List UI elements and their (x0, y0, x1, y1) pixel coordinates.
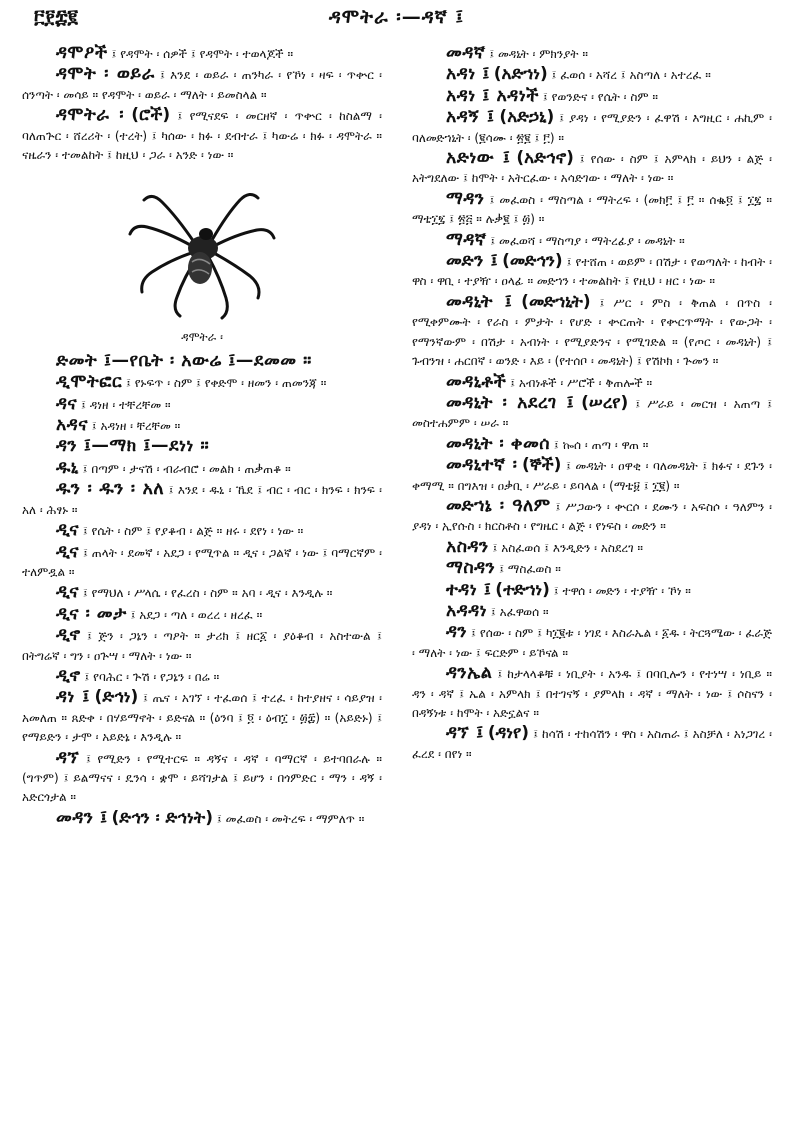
entry-definition: ፤ አስፈወሰ ፤ እንዲድን ፡ አስደረገ ። (492, 540, 644, 555)
entry-headword: ዳና (56, 393, 78, 414)
dictionary-entry (22, 373, 382, 393)
entry-variant: (አድኃኒ) (499, 107, 555, 128)
entry-definition: ፤ ጅን ፡ ጋኔን ፡ ጣዖት ። ታሪክ ፤ ዘር፩ ፡ ያዕቆብ ፡ አስተውል ፤ በትግሬኛ ፡ ግን ፡ ዐጕሣ ፡ ማለት ፡ ነው ። (22, 629, 382, 663)
dictionary-entry (412, 623, 772, 663)
dictionary-entry (412, 108, 772, 148)
page-number: ፫፻፰፪ (34, 6, 78, 28)
right-column (412, 44, 772, 765)
entry-definition: ፤ ጤና ፡ አገኘ ፡ ተፈወሰ ፤ ተረፈ ፡ ከተያዘና ፡ ሳይያዝ ፡ አመለጠ ። ጸድቀ ፡ በሃይማኖት ፡ ይድናል ። (ዕንባ ፤ ፬ ፡ ዕብ፲ ፡ ፴፰) ። (አይድኑ) ፤ የማይድን ፡ ታሞ ፡ አይድኔ ፡ እንዲሉ ። (22, 691, 382, 745)
dictionary-entry (412, 44, 772, 64)
dictionary-entry (412, 394, 772, 434)
entry-definition: ፤ ሥራይ ፡ መርዝ ፡ አጠጣ ፤ መስተሐምም ፡ ሠራ ። (412, 396, 772, 431)
entry-headword: መዳኛ (446, 43, 486, 63)
figure-caption: ዳሞትራ ፡ (181, 330, 223, 345)
entry-definition: ፤ እንደ ፡ ወይራ ፡ ጠንካራ ፡ የኾነ ፡ ዛፍ ፡ ጥቍር ፡ ሰንጣት ፡ መሳይ ። የዳሞት ፡ ወይራ ፡ ማለት ፡ ይመስላል ። (22, 68, 382, 102)
entry-definition: ፤ አብነቶች ፡ ሥሮች ፡ ቅጠሎች ። (510, 375, 653, 390)
dictionary-entry (22, 480, 382, 520)
entry-headword: አድነው ፤ (446, 148, 511, 169)
dictionary-entry (412, 149, 772, 189)
entry-headword: ዲና (56, 582, 79, 603)
entry-variant: (ድኅን ፡ ድኅነት) (111, 807, 214, 828)
dictionary-entry (412, 456, 772, 496)
entry-headword: ተዳነ ፤ (446, 579, 492, 600)
entry-headword: ዱን ፡ ዱን ፡ አለ (56, 479, 165, 500)
dictionary-entry (412, 231, 772, 251)
dictionary-entry (22, 749, 382, 808)
dictionary-entry (412, 497, 772, 537)
entry-definition: ፤ መፈወሻ ፡ ማስጣያ ፡ ማትረፊያ ፡ መዳኒት ። (490, 233, 685, 248)
entry-definition: ፤ መዳኒት ፡ ምክንያት ። (489, 47, 588, 61)
entry-definition: ፤ ከሳሽ ፡ ተከሳሽን ፡ ዋስ ፡ አስጠራ ፤ አስቻለ ፡ አነጋገረ ፡ ፈረደ ፡ በየነ ። (412, 727, 772, 761)
entry-definition: ፤ መፈወስ ፡ መትረፍ ፡ ማምለጥ ። (216, 811, 365, 826)
dictionary-entry (22, 352, 382, 372)
entry-headword: ዱኒ (56, 457, 79, 478)
entry-headword: ዳኘ ፤ (446, 723, 484, 744)
entry-definition: ፤ የሚናደፍ ፡ መርዘኛ ፡ ጥቍር ፡ ከስልማ ፡ ባለጠጕር ፡ ሸረሪት ፡ (ተረት) ፤ ካሰው ፡ ክፉ ፡ ደብተራ ፤ ካውሬ ፡ ክፉ ፡ ዳሞትራ ። ናዜራን ፡ ተመልከት ፤ ከዚህ ፡ ጋራ ፡ አንድ ፡ ነው ። (22, 109, 382, 163)
entry-definition: ፤ ጠላት ፡ ደመኛ ፡ አደጋ ፡ የሚጥል ። ዲና ፡ ጋልኛ ፡ ነው ፤ ባማርኛም ፡ ተለምዷል ። (22, 545, 382, 579)
entry-definition: ፤ ያዳነ ፡ የሚያድን ፡ ፈዋሽ ፡ እግዚር ፡ ሐኪም ፡ ባለመድኀኒት ፡ (፪ሳሙ ፡ ፳፪ ፤ ፫) ። (412, 111, 772, 145)
entry-definition: ፤ የሚድን ፡ የሚተርፍ ። ዳኝና ፡ ዳኛ ፡ ባማርኛ ፡ ይተባበራሉ ። (ግጥም) ፤ ይልማናና ፡ ዴንሳ ፡ ቋሞ ፡ ይሻገታል ፤ ይሆን ፡ በጎምድር ፡ ማን ፡ ዳኝ ፡ አድርጎታል ። (22, 751, 382, 805)
right-entries (412, 44, 772, 764)
dictionary-entry (22, 688, 382, 747)
dictionary-entry (22, 543, 382, 583)
entry-variant: (ኞች) (521, 455, 562, 476)
entry-headword: ዳንኤል (446, 663, 493, 684)
entry-headword: ማዳኛ (446, 229, 487, 250)
entry-headword: መድኀኔ ፡ ዓለም (446, 495, 551, 516)
entry-definition: ፤ መዳኒት ፡ ዐዋቂ ፡ ባለመዳኒት ፤ ክፉና ፡ ደጉን ፡ ቀማሚ ። በግእዝ ፡ ዐቃቢ ፡ ሥራይ ፡ ይባላል ፡ (ማቴ፱ ፤ ፲፪) ። (412, 459, 772, 493)
page-header (0, 0, 793, 40)
entry-definition: ፤ የኑፍጥ ፡ ስም ፤ የቀድሞ ፡ ዘመን ፡ ጠመንጃ ። (125, 376, 327, 391)
entry-headword: አዳና (56, 415, 88, 436)
entry-variant: (ተድኀነ) (495, 579, 550, 600)
entry-headword: ዳነ ፤ (56, 687, 90, 708)
entry-definition: ፤ የማህለ ፡ ሥላሴ ፡ የፈረስ ፡ ስም ። አባ ፡ ዲና ፡ እንዲሉ ። (82, 586, 333, 601)
entry-definition: ፤ አዳነዘ ፡ ቸረቸመ ። (91, 419, 181, 434)
entry-headword: መዳን ፤ (56, 807, 108, 828)
dictionary-entry (412, 65, 772, 85)
entry-headword: አዳነ ፤ አዳነች (446, 85, 540, 106)
entry-definition: ፤ ሥር ፡ ምስ ፡ ቅጠል ፡ በጥስ ፡ የሚቀምሙት ፡ የራስ ፡ ምታት ፡ የሆድ ፡ ቍርጠት ፡ የቍርጥማት ፡ የውጋት ፡ የማንኛውም ፡ በሽታ ፡ አብነት ፡ የሚያድንና ፡ የሚገድል ። (የጦር ፡ መዳኒት) ፤ ጉብንዝ ፡ ሐርበኛ ፡ ወንድ ፡ እይ ፡ (የተሰቦ ፡ መዳኒት) ፤ የሽኮክ ፡ ጕመን ። (412, 295, 772, 369)
left-entries-continued (22, 352, 382, 829)
dictionary-entry (22, 626, 382, 666)
entry-definition: ፤ ኰሰ ፡ ጠጣ ፡ ዋጠ ። (553, 437, 649, 452)
entry-headword: መዳኒት ፡ ቀመሰ (446, 433, 551, 454)
entry-headword: ማዳን (446, 188, 485, 209)
dictionary-entry (22, 437, 382, 457)
dictionary-entry (412, 581, 772, 601)
entry-headword: መድን ፤ (446, 251, 499, 272)
entry-definition: ፤ የሰው ፡ ስም ፤ አምላክ ፡ ይህን ፡ ልጅ ፡ አትግደለው ፤ ከሞት ፡ አትርፈው ፡ አሳድገው ፡ ማለት ፡ ነው ። (412, 152, 772, 186)
entry-definition: ፤ ሥጋውን ፡ ቍርሶ ፡ ደሙን ፡ አፍስሶ ፡ ዓለምን ፡ ያዳነ ፡ ኢየሱስ ፡ ክርስቶስ ፡ የግዜር ፡ ልጅ ፡ የነፍስ ፡ መድን ። (412, 499, 772, 534)
dictionary-entry (22, 459, 382, 479)
dictionary-entry (412, 664, 772, 723)
entry-headword: ዲኖ (56, 665, 81, 686)
dictionary-entry (412, 435, 772, 455)
dictionary-entry (412, 538, 772, 558)
entry-definition: ፤ የተሸጠ ፡ ወይም ፡ በሽታ ፡ የወጣለት ፡ ከብት ፡ ዋስ ፡ ዋቢ ፡ ተያዥ ፡ ዐላፊ ። መድኀን ፡ ተመልከት ፤ የዚህ ፡ ዘር ፡ ነው ። (412, 255, 772, 289)
entry-headword: ዳን ፤—ማክ ፤—ደነነ ። (56, 436, 210, 457)
entry-definition: ፤ ዳነዘ ፡ ተቸረቸመ ። (81, 397, 171, 412)
entry-variant: (አድኀነ) (493, 64, 548, 85)
entry-headword: ዳሞት ፡ ወይራ (56, 64, 155, 85)
running-title: ዳሞትራ ፡—ዳኛ ፤ (328, 6, 465, 28)
dictionary-entry (412, 87, 772, 107)
dictionary-entry (412, 373, 772, 393)
entry-headword: ማስዳን (446, 558, 496, 579)
dictionary-entry (22, 106, 382, 165)
dictionary-entry (22, 809, 382, 829)
entry-headword: ዲና ፡ መታ (56, 603, 127, 624)
entry-headword: አዳኝ ፤ (446, 107, 495, 128)
entry-headword: ዲና (56, 541, 79, 562)
entry-headword: ዳሞትራ ፡ (56, 105, 125, 126)
dictionary-entry (412, 252, 772, 292)
entry-headword: አስዳን (446, 536, 489, 557)
entry-variant: (ሮች) (131, 105, 171, 126)
entry-definition: ፤ የባሕር ፡ ጕሽ ፡ የጋኔን ፡ በሬ ። (84, 669, 220, 684)
dictionary-entry (22, 667, 382, 687)
entry-variant: (መድኅን) (502, 251, 563, 272)
entry-definition: ፤ የሰው ፡ ስም ፤ ካ፲፪ቱ ፡ ነገደ ፡ እስራኤል ፡ ፩ዱ ፡ ትርጓሜው ፡ ፈራጅ ፡ ማለት ፡ ነው ፤ ፍርድም ፡ ይኾናል ። (412, 626, 772, 660)
dictionary-entry (22, 416, 382, 436)
entry-headword: መዳኒቶች (446, 371, 507, 392)
entry-definition: ፤ የወንድና ፡ የሴት ፡ ስም ። (542, 89, 658, 104)
dictionary-entry (22, 65, 382, 105)
dictionary-entry (22, 44, 382, 64)
entry-definition: ፤ መፈወስ ፡ ማስጣል ፡ ማትረፍ ፡ (መክ፫ ፤ ፫ ። ሰቈ፬ ፤ ፲፯ ። ማቴ፲፯ ፤ ፳፭ ። ሉቃ፪ ፤ ፴) ። (412, 192, 772, 227)
dictionary-entry (412, 559, 772, 579)
entry-headword: ድመት ፤—የቤት ፡ አውሬ ፤—ደመመ ። (56, 350, 312, 371)
spider-figure (22, 166, 382, 326)
entry-headword: ዲኖ (56, 625, 81, 646)
entry-definition: ፤ የሴት ፡ ስም ፤ የያቆብ ፡ ልጅ ። ዘሩ ፡ ደየነ ፡ ነው ። (82, 524, 304, 539)
entry-headword: አዳዳነ (446, 600, 488, 621)
entry-definition: ፤ አፈዋወሰ ። (490, 604, 549, 619)
entry-variant: (ድኅነ) (94, 687, 139, 708)
entry-headword: ዲና (56, 520, 79, 541)
entry-headword: ዳኘ (56, 747, 80, 768)
entry-definition: ፤ እንደ ፡ ዱኒ ፡ ኼደ ፤ ብር ፡ ብር ፡ ክንፍ ፡ ክንፍ ፡ አለ ፡ ሕፃኑ ። (22, 483, 382, 517)
dictionary-entry (412, 293, 772, 372)
entry-variant: (አድኅኖ) (516, 148, 574, 169)
dictionary-entry (22, 521, 382, 541)
entry-definition: ፤ ፈወሰ ፡ አሻረ ፤ አስጣለ ፡ አተረፈ ። (551, 68, 711, 83)
spider-illustration-icon (122, 172, 282, 322)
entry-headword: መዳኒተኛ ፡ (446, 455, 518, 476)
dictionary-entry (22, 605, 382, 625)
dictionary-entry (22, 583, 382, 603)
entry-definition: ፤ በጣም ፡ ታናሽ ፡ ብራብሮ ፡ መልክ ፡ ጠቃጠቆ ። (82, 461, 291, 476)
entry-headword: ዳሞዖች (56, 43, 108, 63)
entry-variant: (ዳነየ) (487, 723, 530, 744)
entry-definition: ፤ ከታላላቆቹ ፡ ነቢያት ፡ አንዱ ፤ በባቢሎን ፡ የተነሣ ፡ ነቢይ ። ዳን ፡ ዳኛ ፤ ኤል ፡ አምላክ ፤ በተገናኝ ፡ ያምላክ ፡ ዳኛ ፡ ማለት ፡ ነው ፤ ሶስናን ፡ በዳኝነቱ ፡ ከሞት ፡ አድኗልና ። (412, 667, 772, 720)
dictionary-entry (412, 602, 772, 622)
left-entries (22, 44, 382, 165)
entry-variant: (መድኀኒት) (521, 291, 591, 312)
left-column (22, 44, 382, 830)
entry-headword: መዳኒት ፡ አደረገ ፤ (446, 392, 575, 413)
entry-headword: መዳኒት ፤ (446, 291, 513, 312)
entry-definition: ፤ ተዋሰ ፡ መድን ፡ ተያዥ ፡ ኾነ ። (553, 583, 691, 598)
entry-definition: ፤ የዳሞት ፡ ሰዎች ፤ የዳሞት ፡ ተወላጆች ። (111, 47, 294, 61)
entry-definition: ፤ ማስፈወስ ። (499, 562, 561, 577)
entry-definition: ፤ አደጋ ፡ ጣለ ፡ ወረረ ፡ ዘረፈ ። (130, 607, 263, 622)
dictionary-entry (412, 724, 772, 764)
entry-headword: አዳነ ፤ (446, 64, 490, 85)
dictionary-entry (22, 395, 382, 415)
entry-variant: (ሠረየ) (581, 392, 629, 413)
entry-headword: ዳን (446, 622, 468, 643)
dictionary-entry (412, 190, 772, 230)
entry-headword: ዲሞትፎር (56, 372, 123, 393)
